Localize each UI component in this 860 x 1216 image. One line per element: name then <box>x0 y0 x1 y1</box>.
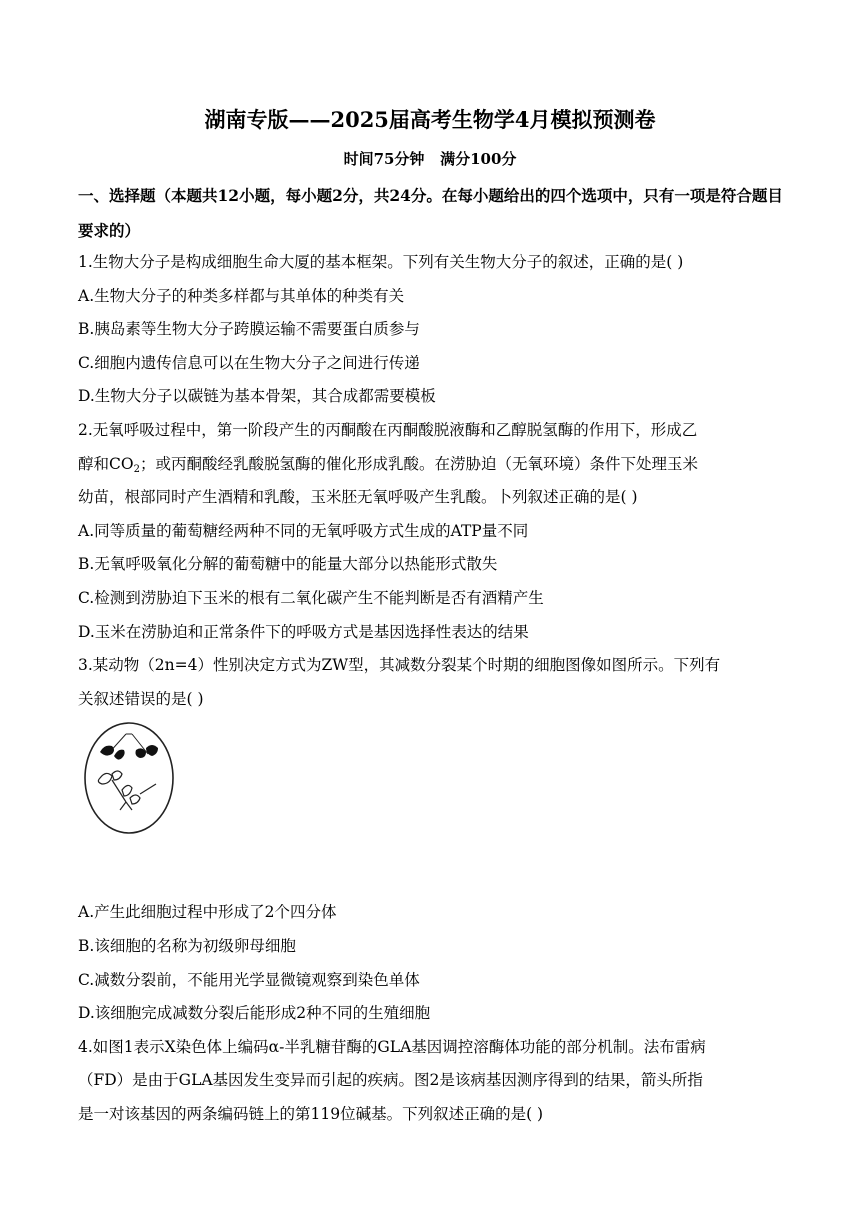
question-2-option-c: C.检测到涝胁迫下玉米的根有二氧化碳产生不能判断是否有酒精产生 <box>78 588 544 607</box>
chromosome-pair-top <box>100 745 158 760</box>
question-1-option-c: C.细胞内遗传信息可以在生物大分子之间进行传递 <box>78 353 420 372</box>
cell-diagram <box>80 718 178 838</box>
question-body <box>78 246 790 1131</box>
chromosome-pair-bottom <box>98 771 156 810</box>
question-2-stem-line-2 <box>78 448 790 482</box>
question-2-stem-line-3: 幼苗，根部同时产生酒精和乳酸，玉米胚无氧呼吸产生乳酸。卜列叙述正确的是( ) <box>78 488 638 507</box>
question-2-option-d: D.玉米在涝胁迫和正常条件下的呼吸方式是基因选择性表达的结果 <box>78 622 529 641</box>
q2-text-post: ；或丙酮酸经乳酸脱氢酶的催化形成乳酸。在涝胁迫（无氧环境）条件下处理玉米 <box>139 454 698 473</box>
question-4-stem-line-1: 4.如图1表示X染色体上编码α-半乳糖苷酶的GLA基因调控溶酶体功能的部分机制。法布雷病 <box>78 1037 706 1056</box>
section-header: 一、选择题（本题共12小题，每小题2分，共24分。在每小题给出的四个选项中，只有一项是符合题目要求的） <box>78 186 783 240</box>
question-3-option-c: C.减数分裂前，不能用光学显微镜观察到染色单体 <box>78 970 420 989</box>
q2-subscript: 2 <box>133 463 140 475</box>
question-1-option-d: D.生物大分子以碳链为基本骨架，其合成都需要模板 <box>78 387 436 406</box>
question-4-stem-line-2: （FD）是由于GLA基因发生变异而引起的疾病。图2是该病基因测序得到的结果，箭头所指 <box>78 1071 703 1090</box>
question-2-option-b: B.无氧呼吸氧化分解的葡萄糖中的能量大部分以热能形式散失 <box>78 555 498 574</box>
question-3-option-d: D.该细胞完成减数分裂后能形成2种不同的生殖细胞 <box>78 1004 431 1023</box>
question-3-option-b: B.该细胞的名称为初级卵母细胞 <box>78 936 296 955</box>
question-3-option-a: A.产生此细胞过程中形成了2个四分体 <box>78 903 337 922</box>
exam-subtitle: 时间75分钟 满分100分 <box>343 150 517 168</box>
question-4-stem-line-3: 是一对该基因的两条编码链上的第119位碱基。下列叙述正确的是( ) <box>78 1104 544 1123</box>
question-3-stem-line-2: 关叙述错误的是( ) <box>78 689 204 708</box>
question-1-stem: 1.生物大分子是构成细胞生命大厦的基本框架。下列有关生物大分子的叙述，正确的是( ) <box>78 253 684 271</box>
exam-title: 湖南专版——2025届高考生物学4月模拟预测卷 <box>204 107 656 132</box>
q2-text-pre: 醇和CO <box>78 454 134 473</box>
question-3-stem-line-1: 3.某动物（2n=4）性别决定方式为ZW型，其减数分裂某个时期的细胞图像如图所示。下列有 <box>78 656 721 675</box>
cell-membrane <box>85 723 173 833</box>
question-1-option-a: A.生物大分子的种类多样都与其单体的种类有关 <box>78 286 405 305</box>
question-2-stem-line-1: 2.无氧呼吸过程中，第一阶段产生的丙酮酸在丙酮酸脱液酶和乙醇脱氢酶的作用下，形成乙 <box>78 420 698 439</box>
question-1-option-b: B.胰岛素等生物大分子跨膜运输不需要蛋白质参与 <box>78 320 420 339</box>
question-2-option-a: A.同等质量的葡萄糖经两种不同的无氧呼吸方式生成的ATP量不同 <box>78 521 529 540</box>
meiosis-cell-figure <box>78 716 790 896</box>
